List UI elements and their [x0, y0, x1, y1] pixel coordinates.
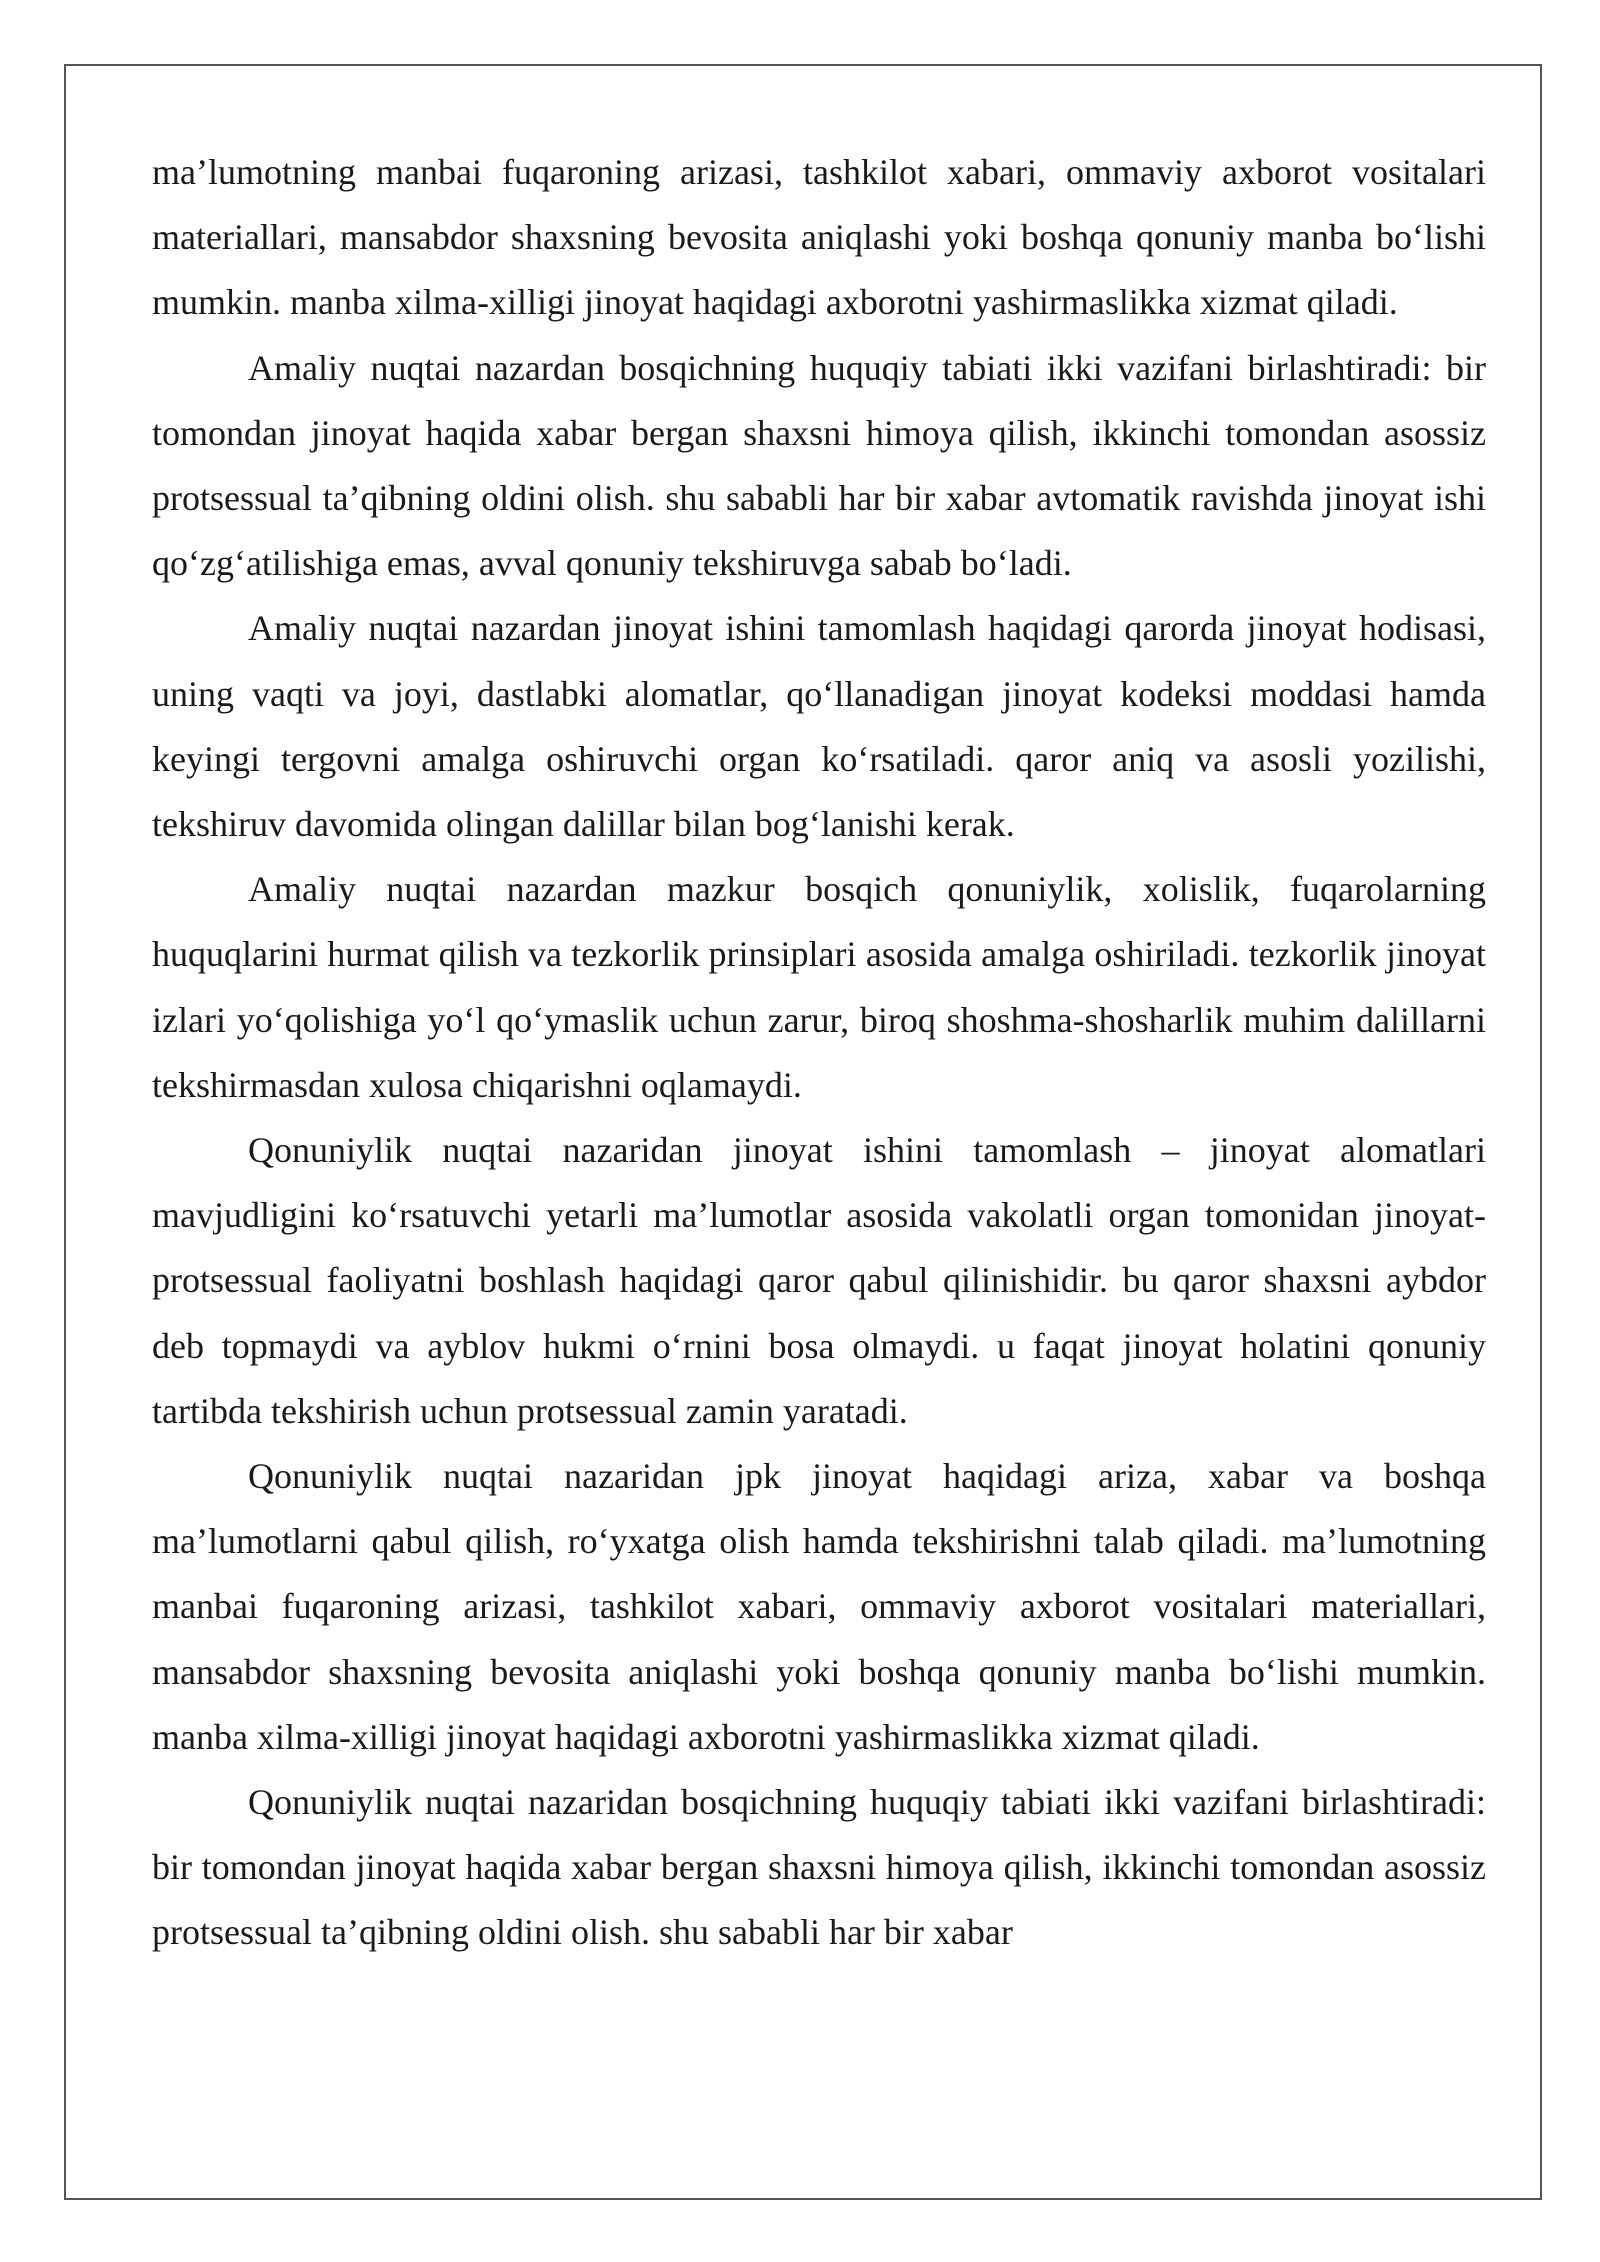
- document-body: [152, 140, 1486, 1966]
- paragraph-4: Amaliy nuqtai nazardan mazkur bosqich qonuniylik, xolislik, fuqarolarning huquqlarini hurmat qilish va tezkorlik prinsiplari asosida amalga oshiriladi. tezkorlik jinoyat izlari yo‘qolishiga yo‘l qo‘ymaslik uchun zarur, biroq shoshma-shosharlik muhim dalillarni tekshirmasdan xulosa chiqarishni oqlamaydi.: [152, 869, 1486, 1105]
- paragraph-6: Qonuniylik nuqtai nazaridan jpk jinoyat haqidagi ariza, xabar va boshqa ma’lumotlarni qabul qilish, ro‘yxatga olish hamda tekshirishni talab qiladi. ma’lumotning manbai fuqaroning arizasi, tashkilot xabari, ommaviy axborot vositalari materiallari, mansabdor shaxsning bevosita aniqlashi yoki boshqa qonuniy manba bo‘lishi mumkin. manba xilma-xilligi jinoyat haqidagi axborotni yashirmaslikka xizmat qiladi.: [152, 1456, 1486, 1757]
- paragraph-7: Qonuniylik nuqtai nazaridan bosqichning huquqiy tabiati ikki vazifani birlashtiradi: bir tomondan jinoyat haqida xabar bergan shaxsni himoya qilish, ikkinchi tomondan asossiz protsessual ta’qibning oldini olish. shu sababli har bir xabar: [152, 1782, 1486, 1953]
- paragraph-2: Amaliy nuqtai nazardan bosqichning huquqiy tabiati ikki vazifani birlashtiradi: bir tomondan jinoyat haqida xabar bergan shaxsni himoya qilish, ikkinchi tomondan asossiz protsessual ta’qibning oldini olish. shu sababli har bir xabar avtomatik ravishda jinoyat ishi qo‘zg‘atilishiga emas, avval qonuniy tekshiruvga sabab bo‘ladi.: [152, 347, 1486, 584]
- paragraph-1: ma’lumotning manbai fuqaroning arizasi, tashkilot xabari, ommaviy axborot vositalari materiallari, mansabdor shaxsning bevosita aniqlashi yoki boshqa qonuniy manba bo‘lishi mumkin. manba xilma-xilligi jinoyat haqidagi axborotni yashirmaslikka xizmat qiladi.: [152, 152, 1486, 323]
- paragraph-3: Amaliy nuqtai nazardan jinoyat ishini tamomlash haqidagi qarorda jinoyat hodisasi, uning vaqti va joyi, dastlabki alomatlar, qo‘llanadigan jinoyat kodeksi moddasi hamda keyingi tergovni amalga oshiruvchi organ ko‘rsatiladi. qaror aniq va asosli yozilishi, tekshiruv davomida olingan dalillar bilan bog‘lanishi kerak.: [152, 608, 1486, 845]
- paragraph-5: Qonuniylik nuqtai nazaridan jinoyat ishini tamomlash – jinoyat alomatlari mavjudligini ko‘rsatuvchi yetarli ma’lumotlar asosida vakolatli organ tomonidan jinoyat-protsessual faoliyatni boshlash haqidagi qaror qabul qilinishidir. bu qaror shaxsni aybdor deb topmaydi va ayblov hukmi o‘rnini bosa olmaydi. u faqat jinoyat holatini qonuniy tartibda tekshirish uchun protsessual zamin yaratadi.: [152, 1130, 1486, 1431]
